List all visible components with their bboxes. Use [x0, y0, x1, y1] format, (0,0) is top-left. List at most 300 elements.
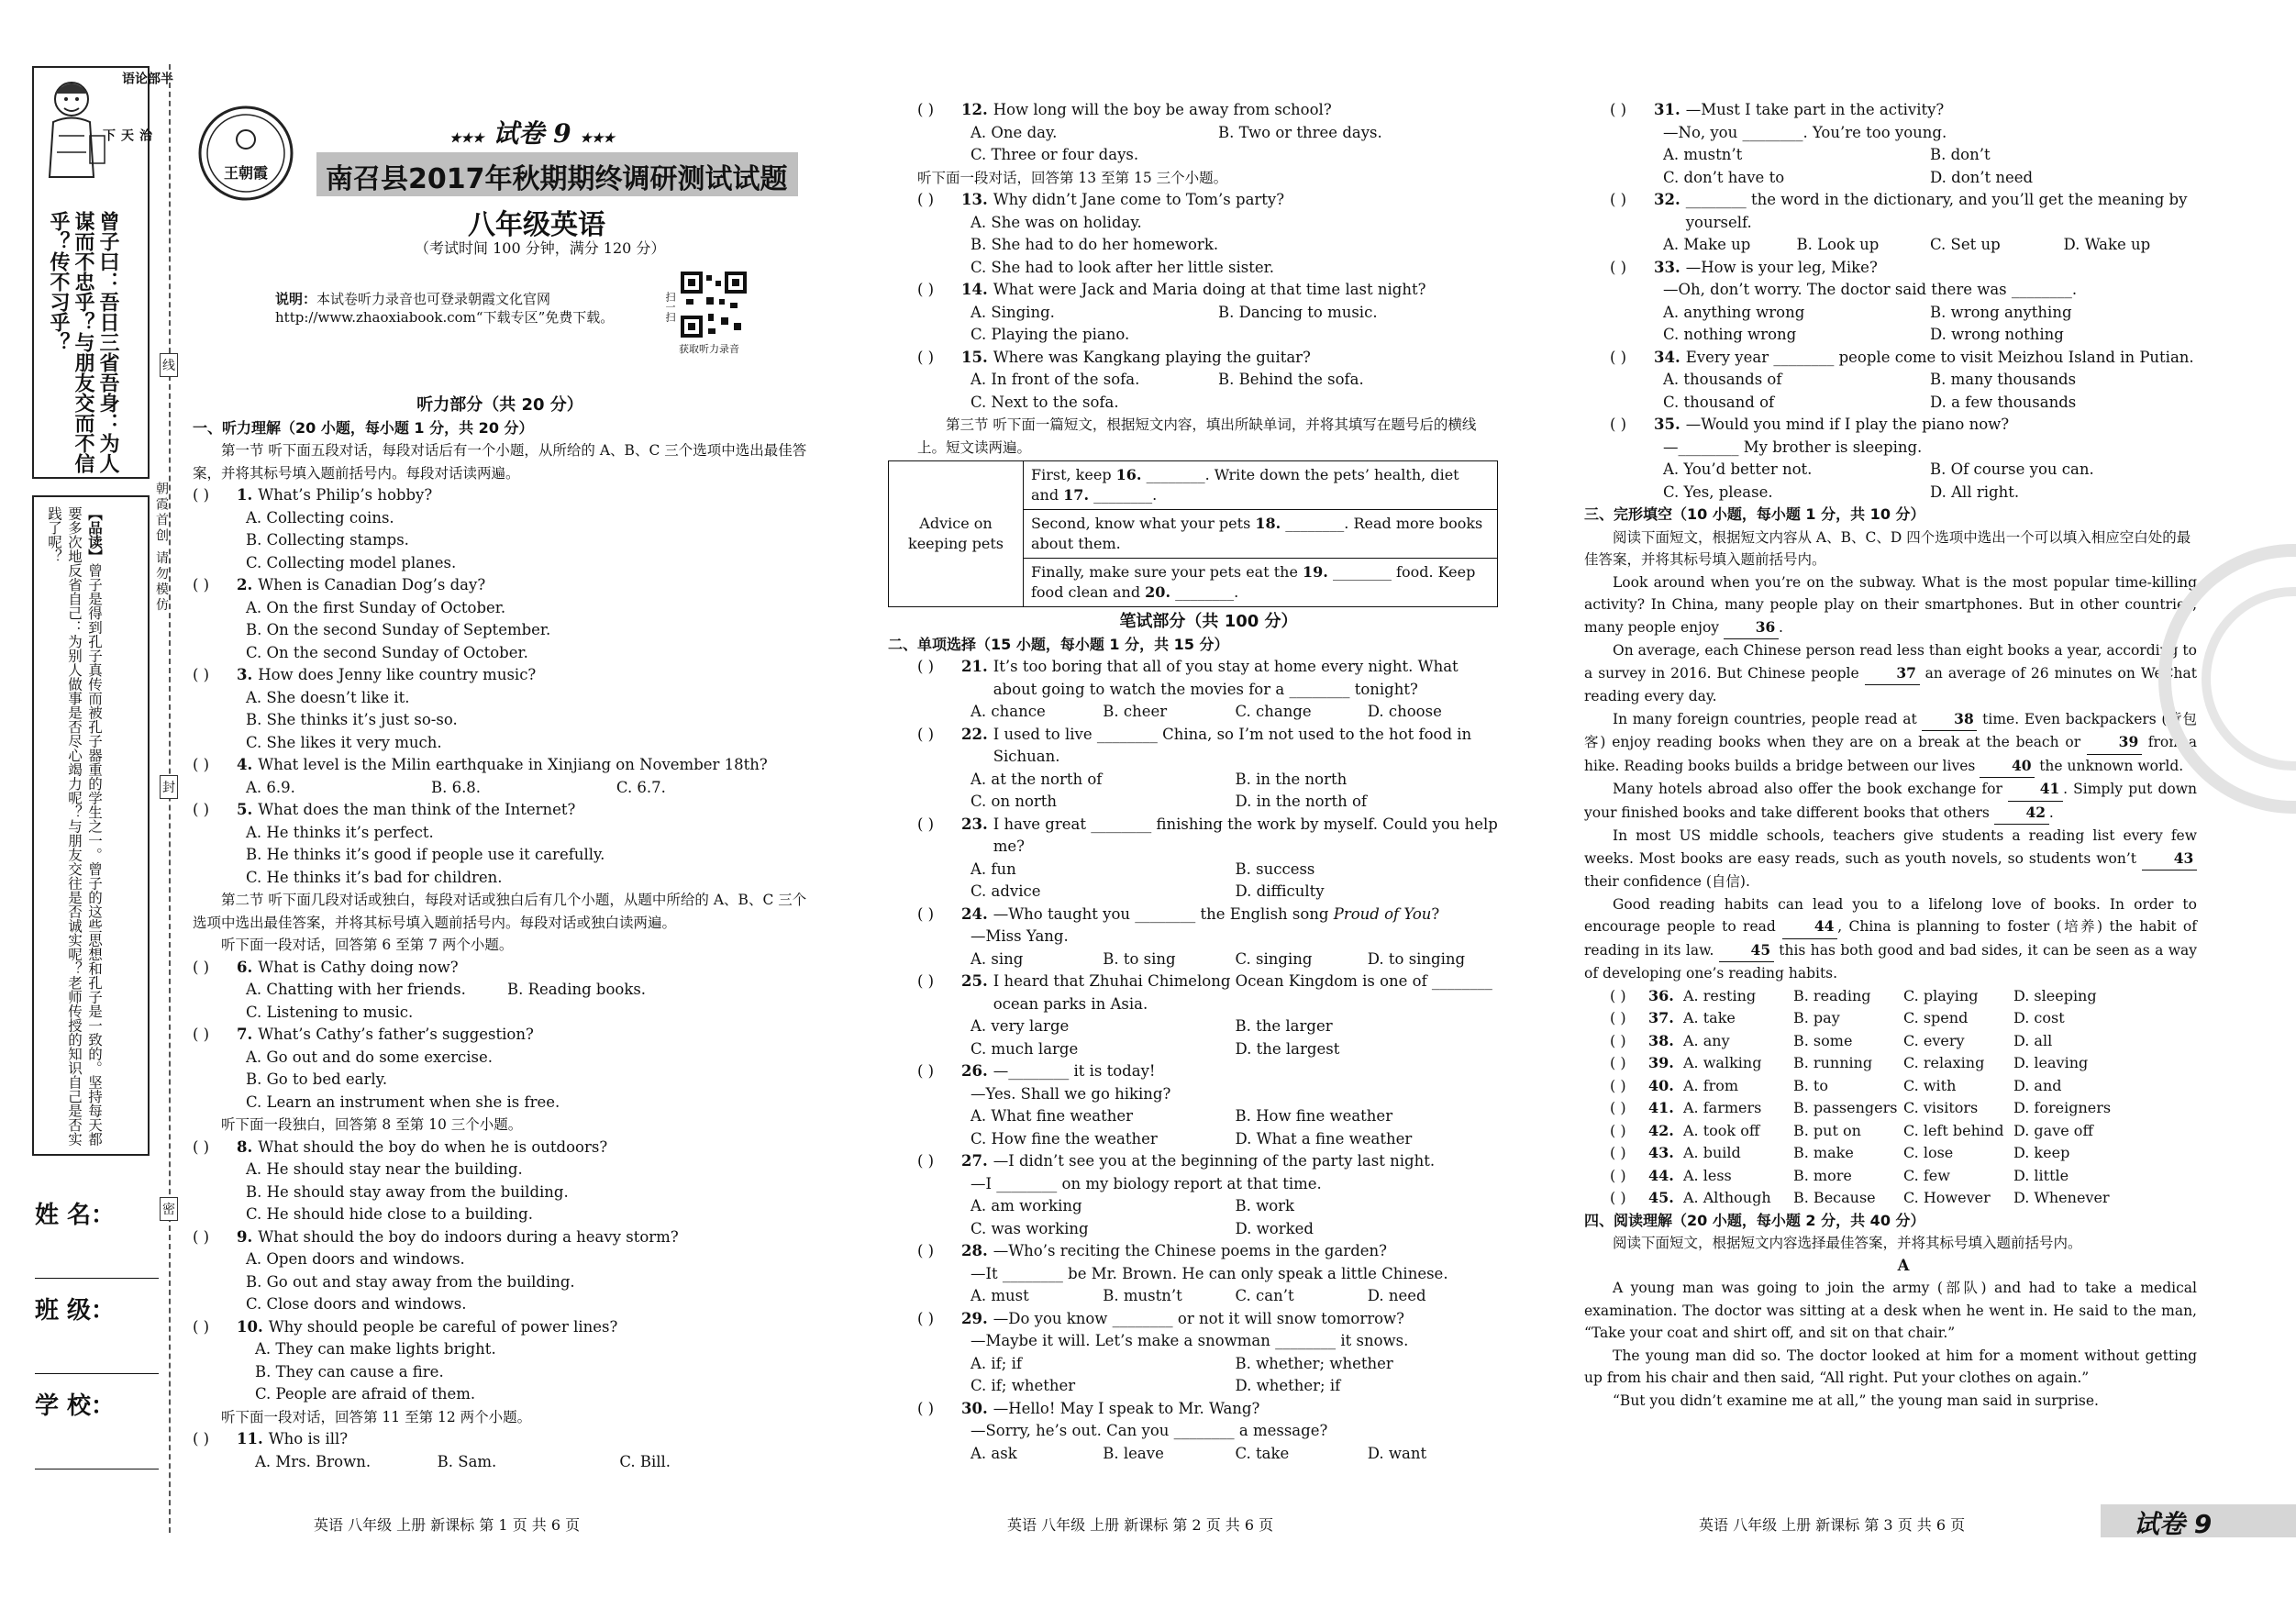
- note-text: 本试卷听力录音也可登录朝霞文化官网 http://www.zhaoxiabook.com“下载专区”免费下载。: [275, 291, 615, 326]
- footer-page-2: 英语 八年级 上册 新课标 第 2 页 共 6 页: [1007, 1516, 1274, 1534]
- q-number: 37.: [1648, 1009, 1674, 1026]
- option-a: A. anything wrong: [1663, 303, 1805, 321]
- q-number: 22.: [961, 725, 988, 743]
- dialog-line: —It ________ be Mr. Brown. He can only speak a little Chinese.: [971, 1264, 1448, 1282]
- option-c: C. lose: [1903, 1144, 1954, 1161]
- option-b: B. She had to do her homework.: [971, 236, 1219, 253]
- answer-bracket[interactable]: ( ): [917, 348, 935, 366]
- q-number: 32.: [1654, 191, 1680, 208]
- option-d: D. don’t need: [1930, 168, 2034, 186]
- answer-bracket[interactable]: ( ): [193, 486, 210, 504]
- answer-bracket[interactable]: ( ): [917, 281, 935, 298]
- dialog-line: —Oh, don’t worry. The doctor said there was ________.: [1663, 281, 2078, 298]
- q-number: 27.: [961, 1152, 988, 1170]
- q-text: —Do you know ________ or not it will snow tomorrow?: [993, 1309, 1404, 1327]
- option-b: B. to sing: [1103, 949, 1176, 968]
- option-a: A. at the north of: [971, 770, 1103, 788]
- question-31: [1610, 99, 2197, 189]
- q-number: 28.: [961, 1242, 988, 1259]
- q-text: What should the boy do indoors during a heavy storm?: [258, 1227, 679, 1246]
- option-d: D. gave off: [2013, 1121, 2093, 1139]
- answer-bracket[interactable]: ( ): [917, 1399, 935, 1417]
- option-a: A. must: [971, 1287, 1029, 1304]
- section-3-title: 三、完形填空（10 小题，每小题 1 分，共 10 分）: [1584, 505, 1925, 523]
- question-6: [193, 957, 807, 1025]
- q-number: 29.: [961, 1309, 988, 1327]
- q-text: Every year ________ people come to visit Meizhou Island in Putian.: [1685, 348, 2194, 366]
- q-number: 40.: [1648, 1076, 1674, 1094]
- answer-bracket[interactable]: ( ): [917, 725, 935, 743]
- question-28: [917, 1240, 1500, 1308]
- answer-bracket[interactable]: ( ): [1610, 1054, 1626, 1071]
- para-text: .: [2048, 804, 2054, 821]
- option-b: B. cheer: [1103, 703, 1168, 720]
- cloze-para-6: [1584, 893, 2197, 985]
- row-text: ________.: [1089, 486, 1158, 504]
- reading-para-1: A young man was going to join the army (部队) and had to take a medical examination. The doctor was sitting at a desk when he went in. He said to the man, “Take your coat and shirt off, and sit on that chair.”: [1584, 1280, 2197, 1341]
- q-number: 30.: [961, 1399, 988, 1417]
- q-number: 45.: [1648, 1189, 1674, 1206]
- answer-bracket[interactable]: ( ): [917, 1242, 935, 1259]
- para-text: . Simply put down your finished books and take different books that others: [1584, 781, 2197, 821]
- option-c: C. much large: [971, 1039, 1079, 1058]
- q-number: 11.: [237, 1430, 263, 1447]
- question-3: [193, 664, 807, 754]
- answer-bracket[interactable]: ( ): [917, 972, 935, 990]
- option-b: B. success: [1235, 859, 1315, 878]
- option-a: A. mustn’t: [1663, 146, 1743, 163]
- name-label: 姓 名：: [35, 1202, 116, 1229]
- q-text: How long will the boy be away from school?: [993, 101, 1332, 118]
- option-a: A. Mrs. Brown.: [255, 1452, 372, 1470]
- option-a: A. farmers: [1683, 1099, 1762, 1116]
- option-d: D. the largest: [1235, 1039, 1340, 1058]
- option-c: C. left behind: [1903, 1121, 2004, 1139]
- question-5: [193, 799, 807, 889]
- answer-bracket[interactable]: ( ): [1610, 416, 1627, 433]
- answer-bracket[interactable]: ( ): [1610, 986, 1626, 1004]
- question-30: [917, 1398, 1500, 1466]
- pindu-label: 【品读】: [86, 506, 103, 563]
- answer-bracket[interactable]: ( ): [1610, 1076, 1626, 1094]
- answer-bracket[interactable]: ( ): [917, 658, 935, 675]
- school-field[interactable]: [35, 1387, 159, 1469]
- option-c: C. take: [1235, 1444, 1290, 1462]
- answer-bracket[interactable]: ( ): [917, 1309, 935, 1327]
- question-27: [917, 1150, 1500, 1240]
- q-text: I heard that Zhuhai Chimelong Ocean Kingdom is one of ________ ocean parks in Asia.: [993, 972, 1492, 1013]
- option-c: C. spend: [1903, 1009, 1969, 1026]
- q-text: How does Jenny like country music?: [258, 666, 537, 683]
- q-number: 14.: [961, 281, 988, 298]
- q-number: 21.: [961, 658, 988, 675]
- option-c: C. She likes it very much.: [246, 733, 442, 751]
- option-a: A. sing: [971, 949, 1024, 968]
- para-text: time. Even backpackers (背包客) enjoy reading books when they are on a break at the beach or: [1584, 710, 2198, 750]
- option-d: D. All right.: [1930, 482, 2020, 501]
- option-c: C. On the second Sunday of October.: [246, 643, 528, 661]
- column-1: [193, 394, 807, 1473]
- option-d: D. and: [2013, 1076, 2062, 1094]
- scan-label: 扫一扫: [664, 292, 676, 322]
- qr-caption: 获取听力录音: [679, 343, 739, 355]
- q-number: 9.: [237, 1227, 253, 1246]
- q-text: What should the boy do when he is outdoors?: [258, 1137, 608, 1156]
- answer-bracket[interactable]: ( ): [1610, 348, 1627, 366]
- option-a: A. took off: [1683, 1121, 1760, 1139]
- option-c: C. However: [1903, 1189, 1991, 1206]
- answer-bracket[interactable]: ( ): [1610, 1144, 1626, 1161]
- q-number: 3.: [237, 666, 253, 683]
- blank-20[interactable]: 20.: [1145, 583, 1171, 601]
- option-d: D. in the north of: [1235, 793, 1368, 810]
- q-number: 12.: [961, 101, 988, 118]
- option-c: C. on north: [971, 793, 1058, 810]
- option-c: C. He thinks it’s bad for children.: [246, 868, 503, 886]
- blank-45[interactable]: 45: [1719, 939, 1774, 963]
- option-c: C. Yes, please.: [1663, 482, 1773, 501]
- q-text: —Hello! May I speak to Mr. Wang?: [993, 1399, 1260, 1417]
- q-text: Who is ill?: [268, 1430, 349, 1447]
- blank-42[interactable]: 42: [1994, 802, 2049, 826]
- answer-bracket[interactable]: ( ): [193, 1430, 210, 1447]
- option-c: C. Next to the sofa.: [971, 393, 1119, 411]
- question-10: [193, 1316, 807, 1406]
- question-22: [917, 724, 1500, 814]
- answer-bracket[interactable]: ( ): [917, 815, 935, 833]
- dialog-line: —Maybe it will. Let’s make a snowman ________ it snows.: [971, 1332, 1409, 1349]
- option-b: B. Go to bed early.: [246, 1070, 388, 1088]
- written-title: 笔试部分（共 100 分）: [1119, 612, 1298, 631]
- section-3-instructions: 第三节 听下面一篇短文，根据短文内容，填出所缺单词，并将其填写在题号后的横线上。短文读两遍。: [917, 416, 1477, 456]
- listen-note-11-12: 听下面一段对话，回答第 11 至第 12 两个小题。: [221, 1408, 532, 1425]
- listening-title: 听力部分（共 20 分）: [416, 395, 583, 415]
- section-2-title: 二、单项选择（15 小题，每小题 1 分，共 15 分）: [888, 635, 1229, 653]
- blank-19[interactable]: 19.: [1303, 563, 1328, 581]
- option-b: B. Two or three days.: [1218, 123, 1382, 141]
- badge-line-4: 语: [120, 72, 135, 88]
- reading-para-3: “But you didn’t examine me at all,” the young man said in surprise.: [1613, 1392, 2099, 1409]
- cut-mark-2: 封: [160, 775, 178, 799]
- answer-bracket[interactable]: ( ): [193, 576, 210, 593]
- question-15: [917, 347, 1500, 415]
- option-a: A. One day.: [971, 123, 1058, 141]
- question-34: [1610, 347, 2197, 415]
- blank-37[interactable]: 37: [1865, 662, 1920, 686]
- option-d: D. to singing: [1367, 949, 1466, 968]
- option-d: D. want: [1367, 1444, 1427, 1462]
- option-c: C. Three or four days.: [971, 146, 1139, 163]
- question-4: [193, 754, 807, 799]
- footer-page-1: 英语 八年级 上册 新课标 第 1 页 共 6 页: [314, 1516, 581, 1534]
- answer-bracket[interactable]: ( ): [1610, 1099, 1626, 1116]
- q-text: —I didn’t see you at the beginning of the party last night.: [993, 1152, 1436, 1170]
- q-number: 15.: [961, 348, 988, 366]
- para-text: their confidence (自信).: [1584, 873, 1750, 890]
- option-a: A. any: [1683, 1031, 1730, 1049]
- q-text: What were Jack and Maria doing at that time last night?: [993, 281, 1426, 298]
- question-29: [917, 1308, 1500, 1398]
- blank-43[interactable]: 43: [2142, 848, 2197, 871]
- option-c: C. few: [1903, 1166, 1950, 1184]
- name-field[interactable]: [35, 1196, 159, 1279]
- option-d: D. What a fine weather: [1235, 1129, 1413, 1148]
- para-text: In many foreign countries, people read at: [1613, 710, 1923, 727]
- option-d: D. worked: [1235, 1219, 1314, 1237]
- listen-note-8-10: 听下面一段独白，回答第 8 至第 10 三个小题。: [221, 1116, 523, 1133]
- table-label: Advice on keeping pets: [889, 461, 1024, 607]
- question-12: [917, 99, 1500, 167]
- blank-44[interactable]: 44: [1782, 915, 1837, 939]
- blank-16[interactable]: 16.: [1115, 466, 1142, 483]
- download-note: [275, 290, 642, 327]
- q-number: 31.: [1654, 101, 1680, 118]
- cloze-row: [1610, 1097, 2197, 1120]
- q-number: 42.: [1648, 1121, 1674, 1139]
- option-a: A. take: [1683, 1009, 1736, 1026]
- section-4-instructions: 阅读下面短文，根据短文内容选择最佳答案，并将其标号填入题前括号内。: [1613, 1235, 2082, 1251]
- option-a: A. They can make lights bright.: [255, 1340, 496, 1358]
- section-1-title: 一、听力理解（20 小题，每小题 1 分，共 20 分）: [193, 418, 534, 437]
- question-21: [917, 656, 1500, 724]
- q-text: [993, 904, 1440, 926]
- pindu-body: 曾子是得到孔子真传而被孔子器重的学生之一。曾子的这些思想和孔子是一致的。坚持每天都要多次地反省自己：为别人做事是否尽心竭力呢？与朋友交往是否诚实呢？老师传授的知识自己是否实践了呢？: [46, 506, 103, 1147]
- answer-bracket[interactable]: ( ): [917, 1152, 935, 1170]
- answer-bracket[interactable]: ( ): [917, 191, 935, 208]
- section-4-title: 四、阅读理解（20 小题，每小题 2 分，共 40 分）: [1584, 1211, 1925, 1229]
- question-13: [917, 189, 1500, 279]
- q-number: 4.: [237, 756, 253, 773]
- q-number: 36.: [1648, 986, 1674, 1004]
- option-b: B. Of course you can.: [1930, 460, 2094, 478]
- exam-info: （考试时间 100 分钟，满分 120 分）: [415, 239, 666, 257]
- option-b: B. 6.8.: [430, 778, 482, 796]
- row-text: ________. Write down the pets’ health, diet and: [1031, 466, 1459, 504]
- badge-line-1: 半: [159, 72, 173, 88]
- option-b: B. some: [1793, 1031, 1853, 1049]
- para-text: the unknown world.: [2035, 757, 2184, 774]
- reading-passage-a: [1584, 1277, 2197, 1412]
- option-b: B. running: [1793, 1054, 1873, 1071]
- option-c: C. She had to look after her little sister.: [971, 258, 1274, 276]
- option-b: B. Dancing to music.: [1218, 303, 1378, 321]
- option-b: B. pay: [1793, 1009, 1840, 1026]
- question-8: [193, 1137, 807, 1226]
- q-text: It’s too boring that all of you stay at home every night. What about going to watch the movies for a ________ tonight?: [993, 658, 1459, 698]
- q-text: ________ the word in the dictionary, and you’ll get the meaning by yourself.: [1685, 191, 2188, 231]
- answer-bracket[interactable]: ( ): [917, 101, 935, 118]
- option-d: D. a few thousands: [1930, 393, 2077, 411]
- answer-bracket[interactable]: ( ): [193, 1026, 210, 1043]
- option-b: B. don’t: [1930, 146, 1991, 163]
- option-b: B. many thousands: [1930, 371, 2077, 388]
- q-text: What level is the Milin earthquake in Xinjiang on November 18th?: [258, 756, 768, 773]
- answer-bracket[interactable]: ( ): [1610, 101, 1627, 118]
- option-a: A. fun: [971, 859, 1016, 878]
- option-d: D. keep: [2013, 1144, 2070, 1161]
- q-text: —Would you mind if I play the piano now?: [1685, 416, 2010, 433]
- option-c: C. He should hide close to a building.: [246, 1205, 533, 1223]
- dialog-line: —Yes. Shall we go hiking?: [971, 1084, 1171, 1103]
- option-a: A. if; if: [971, 1354, 1022, 1372]
- column-3: [1584, 99, 2198, 1412]
- option-a: A. ask: [971, 1444, 1017, 1462]
- option-d: D. wrong nothing: [1930, 326, 2064, 343]
- q-number: 10.: [237, 1317, 263, 1336]
- option-c: C. every: [1903, 1031, 1965, 1049]
- star-icon: ★★★: [580, 131, 616, 146]
- cloze-row: [1610, 1075, 2197, 1098]
- blank-17[interactable]: 17.: [1063, 486, 1090, 504]
- option-b: B. more: [1793, 1166, 1852, 1184]
- q-text-main: —Who taught you ________ the English song: [993, 904, 1334, 923]
- q-number: 25.: [961, 972, 988, 990]
- para-text: Many hotels abroad also offer the book exchange for: [1613, 781, 2009, 797]
- cloze-para-4: [1584, 778, 2197, 825]
- option-a: A. Collecting coins.: [246, 508, 394, 527]
- section-2-instructions: 第二节 听下面几段对话或独白，每段对话或独白后有几个小题，从题中所给的 A、B、C 三个选项中选出最佳答案，并将其标号填入题前括号内。每段对话或独白读两遍。: [193, 892, 807, 931]
- answer-bracket[interactable]: ( ): [1610, 1031, 1626, 1049]
- answer-bracket[interactable]: ( ): [193, 1317, 210, 1336]
- option-c: C. singing: [1235, 949, 1313, 968]
- question-9: [193, 1226, 807, 1316]
- option-b: B. He should stay away from the building.: [246, 1182, 569, 1201]
- class-field[interactable]: [35, 1292, 159, 1374]
- option-c: C. Playing the piano.: [971, 326, 1130, 343]
- answer-bracket[interactable]: ( ): [917, 1062, 935, 1080]
- answer-bracket[interactable]: ( ): [1610, 1189, 1626, 1206]
- dialog-line: —Miss Yang.: [971, 927, 1069, 945]
- blank-18[interactable]: 18.: [1255, 515, 1281, 532]
- listen-note-6-7: 听下面一段对话，回答第 6 至第 7 两个小题。: [221, 937, 514, 953]
- option-c: C. Collecting model planes.: [246, 553, 457, 571]
- answer-bracket[interactable]: ( ): [1610, 1009, 1626, 1026]
- option-c: C. can’t: [1235, 1287, 1294, 1304]
- cloze-row: [1610, 1187, 2197, 1210]
- answer-bracket[interactable]: ( ): [1610, 258, 1627, 276]
- option-b: B. put on: [1793, 1121, 1861, 1139]
- q-number: 41.: [1648, 1099, 1674, 1116]
- blank-38[interactable]: 38: [1922, 708, 1977, 732]
- answer-bracket[interactable]: ( ): [1610, 1121, 1626, 1139]
- option-c: C. thousand of: [1663, 393, 1775, 411]
- answer-bracket[interactable]: ( ): [193, 958, 210, 976]
- option-b: B. passengers: [1793, 1099, 1898, 1116]
- option-a: A. Open doors and windows.: [246, 1250, 465, 1268]
- answer-bracket[interactable]: ( ): [1610, 191, 1627, 208]
- cloze-row: [1610, 1142, 2197, 1165]
- option-a: A. am working: [971, 1197, 1082, 1214]
- q-number: 26.: [961, 1062, 988, 1080]
- table-row-1: [1024, 461, 1498, 510]
- option-c: C. Set up: [1930, 236, 2001, 253]
- option-a: A. What fine weather: [971, 1107, 1133, 1125]
- answer-bracket[interactable]: ( ): [1610, 1166, 1626, 1184]
- exam-title: 南召县2017年秋期期终调研测试试题: [326, 163, 788, 195]
- answer-bracket[interactable]: ( ): [193, 801, 210, 818]
- row-text: ________ food. Keep food clean and: [1031, 563, 1476, 601]
- dialog-line: —Sorry, he’s out. Can you ________ a message?: [971, 1422, 1328, 1439]
- cloze-options: [1610, 985, 2197, 1210]
- answer-bracket[interactable]: ( ): [193, 1227, 210, 1246]
- option-b: B. Go out and stay away from the building.: [246, 1272, 575, 1291]
- badge-line-7: 下: [101, 128, 116, 145]
- blank-41[interactable]: 41: [2008, 778, 2063, 802]
- blank-36[interactable]: 36: [1724, 616, 1779, 640]
- publisher-logo: [195, 103, 296, 204]
- para-text: In most US middle schools, teachers give students a reading list every few weeks. Most books are easy reads, such as youth novels, so students won’t: [1584, 827, 2197, 867]
- q-text: What’s Cathy’s father’s suggestion?: [258, 1026, 534, 1043]
- option-c: C. with: [1903, 1076, 1957, 1094]
- option-d: D. Wake up: [2063, 236, 2151, 253]
- option-d: D. whether; if: [1235, 1377, 1341, 1394]
- option-a: A. Make up: [1663, 236, 1751, 253]
- option-a: A. She doesn’t like it.: [246, 688, 410, 706]
- dialog-line: —No, you ________. You’re too young.: [1663, 123, 1947, 141]
- option-b: B. Reading books.: [507, 981, 647, 998]
- option-b: B. wrong anything: [1930, 303, 2072, 321]
- option-c: C. relaxing: [1903, 1054, 1985, 1071]
- question-33: [1610, 257, 2197, 347]
- q-text: When is Canadian Dog’s day?: [258, 576, 486, 593]
- option-c: C. Bill.: [619, 1452, 671, 1470]
- para-text: this has both good and bad sides, it can be seen as a way of developing one’s reading habits.: [1584, 941, 2197, 981]
- q-text: Where was Kangkang playing the guitar?: [993, 348, 1311, 366]
- school-label: 学 校：: [35, 1392, 116, 1420]
- option-c: C. visitors: [1903, 1099, 1979, 1116]
- q-number: 44.: [1648, 1166, 1674, 1184]
- star-icon: ★★★: [449, 131, 484, 146]
- option-c: C. nothing wrong: [1663, 326, 1797, 343]
- paper-number-text: 试卷 9: [493, 118, 571, 149]
- qr-code-icon[interactable]: [681, 272, 747, 338]
- para-text: , China is planning to foster (培养) the habit of reading in its law.: [1584, 918, 2197, 959]
- option-b: B. work: [1235, 1197, 1295, 1214]
- dialog-line: —I ________ on my biology report at that time.: [971, 1174, 1322, 1192]
- q-number: 24.: [961, 904, 988, 923]
- blank-39[interactable]: 39: [2087, 731, 2142, 755]
- q-text: I have great ________ finishing the work by myself. Could you help me?: [993, 815, 1498, 855]
- option-a: A. thousands of: [1663, 371, 1782, 388]
- answer-bracket[interactable]: ( ): [193, 666, 210, 683]
- answer-bracket[interactable]: ( ): [193, 1137, 210, 1156]
- song-title: Proud of You: [1333, 904, 1432, 923]
- option-b: B. in the north: [1235, 770, 1348, 788]
- copyright-note: 朝霞首创 请勿模仿: [154, 482, 169, 614]
- para-text: Look around when you’re on the subway. What is the most popular time-killing activity? In China, many people play on their smartphones. But in other countries, many people enjoy: [1584, 573, 2197, 636]
- section-1-instructions: 第一节 听下面五段对话，每段对话后有一个小题，从所给的 A、B、C 三个选项中选出最佳答案，并将其标号填入题前括号内。每段对话读两遍。: [193, 442, 807, 482]
- option-c: C. People are afraid of them.: [255, 1385, 476, 1403]
- answer-bracket[interactable]: ( ): [193, 756, 210, 773]
- para-text: On average, each Chinese person read less than eight books a year, according to a survey in 2016. But Chinese people: [1584, 642, 2197, 682]
- option-c: C. change: [1235, 703, 1312, 720]
- q-number: 13.: [961, 191, 988, 208]
- option-c: C. 6.7.: [616, 778, 666, 796]
- table-row-2: [1024, 510, 1498, 559]
- blank-40[interactable]: 40: [1980, 755, 2035, 779]
- logo-text: 王朝霞: [223, 164, 269, 182]
- answer-bracket[interactable]: ( ): [917, 904, 935, 923]
- q-text: —Who’s reciting the Chinese poems in the garden?: [993, 1242, 1387, 1259]
- para-text: an average of 26 minutes on WeChat reading every day.: [1584, 664, 2197, 704]
- option-d: D. foreigners: [2013, 1099, 2112, 1116]
- footer-page-3: 英语 八年级 上册 新课标 第 3 页 共 6 页: [1699, 1516, 1966, 1534]
- cloze-para-3: [1584, 708, 2197, 779]
- q-number: 8.: [237, 1137, 253, 1156]
- option-d: D. Whenever: [2013, 1189, 2110, 1206]
- footer-badge: 试卷 9: [2134, 1509, 2213, 1539]
- q-text: I used to live ________ China, so I’m not used to the hot food in Sichuan.: [993, 725, 1472, 765]
